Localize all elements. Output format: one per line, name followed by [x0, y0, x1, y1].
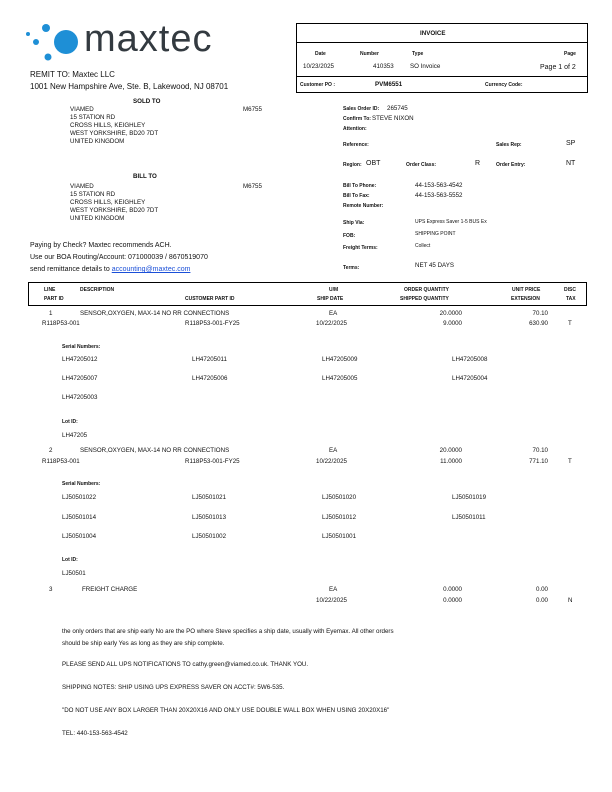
order-note: "DO NOT USE ANY BOX LARGER THAN 20X20X16 AND ONLY USE DOUBLE WALL BOX WHEN USING 20X20X16" — [62, 707, 390, 714]
order-class-label: Order Class: — [406, 162, 437, 168]
serial-number: LH47205006 — [192, 375, 228, 382]
bill-to-address — [70, 183, 158, 223]
order-class: R — [475, 160, 481, 167]
line-order-qty: 20.0000 — [439, 447, 462, 454]
line-description: SENSOR,OXYGEN, MAX-14 NO RR CONNECTIONS — [80, 447, 230, 454]
logo-dots-icon — [22, 20, 82, 64]
invoice-date: 10/23/2025 — [303, 63, 334, 70]
order-note: SHIPPING NOTES: SHIP USING UPS EXPRESS SAVER ON ACCT#: 5W6-535. — [62, 684, 285, 691]
line-order-qty: 20.0000 — [439, 310, 462, 317]
lot-id: LH47205 — [62, 432, 88, 439]
serial-number: LJ50501013 — [192, 514, 227, 521]
page-label: Page — [564, 51, 576, 57]
lot-label: Lot ID: — [62, 419, 78, 425]
terms-label: Terms: — [343, 265, 360, 271]
remittance-email-link[interactable]: accounting@maxtec.com — [111, 266, 191, 273]
serial-label: Serial Numbers: — [62, 481, 101, 487]
region: OBT — [366, 160, 381, 167]
line-um: EA — [329, 310, 338, 317]
line-tax: N — [568, 597, 573, 604]
col-customer-part: CUSTOMER PART ID — [185, 296, 235, 302]
remote-label: Remote Number: — [343, 203, 384, 209]
date-label: Date — [315, 51, 326, 57]
order-note: the only orders that are ship early No are the PO where Steve specifies a ship date, usually with Eyemax. All other orders — [62, 628, 394, 635]
bill-phone: 44-153-563-4542 — [415, 182, 463, 189]
line-description: SENSOR,OXYGEN, MAX-14 NO RR CONNECTIONS — [80, 310, 230, 317]
col-um: U/M — [329, 287, 339, 293]
serial-number: LH47205008 — [452, 356, 488, 363]
reference-label: Reference: — [343, 142, 369, 148]
serial-number: LJ50501004 — [62, 533, 97, 540]
serial-number: LJ50501020 — [322, 494, 357, 501]
line-extension: 0.00 — [535, 597, 548, 604]
bill-to-line: CROSS HILLS, KEIGHLEY — [70, 199, 146, 206]
sold-to-address — [70, 106, 158, 146]
line-unit-price: 70.10 — [532, 447, 548, 454]
sales-order: 265745 — [387, 105, 408, 112]
line-extension: 771.10 — [529, 458, 548, 465]
sales-rep-label: Sales Rep: — [496, 142, 522, 148]
lot-id: LJ50501 — [62, 570, 86, 577]
logo-dot-large — [54, 30, 78, 54]
bill-phone-label: Bill To Phone: — [343, 183, 377, 189]
company-logo — [22, 20, 257, 64]
line-shipped-qty: 11.0000 — [440, 458, 462, 465]
serial-number: LH47205009 — [322, 356, 358, 363]
col-disc: DISC — [564, 287, 576, 293]
line-shipped-qty: 9.0000 — [443, 320, 462, 327]
divider — [296, 76, 587, 77]
line-um: EA — [329, 586, 338, 593]
line-um: EA — [329, 447, 338, 454]
line-number: 1 — [49, 310, 53, 317]
sales-rep: SP — [566, 140, 576, 147]
sold-to-line: CROSS HILLS, KEIGHLEY — [70, 122, 146, 129]
line-description: FREIGHT CHARGE — [82, 586, 138, 593]
serial-number: LH47205003 — [62, 394, 98, 401]
col-tax: TAX — [566, 296, 576, 302]
col-extension: EXTENSION — [511, 296, 540, 302]
order-entry-label: Order Entry: — [496, 162, 526, 168]
order-note: TEL: 440-153-563-4542 — [62, 730, 128, 737]
sold-to-code: M6755 — [243, 106, 262, 113]
line-number: 2 — [49, 447, 53, 454]
payment-line — [30, 266, 190, 273]
line-ship-date: 10/22/2025 — [316, 597, 347, 604]
ship-via: UPS Express Saver 1-5 BUS Ex — [415, 219, 487, 225]
sold-to-line: VIAMED — [70, 106, 94, 113]
bill-fax: 44-153-563-5552 — [415, 192, 463, 199]
line-customer-part: R118P53-001-FY25 — [185, 320, 240, 327]
invoice-type: SO Invoice — [410, 63, 441, 70]
confirm-to-label: Confirm To: — [343, 116, 371, 122]
line-items-header — [28, 282, 587, 306]
serial-label: Serial Numbers: — [62, 344, 101, 350]
serial-number: LH47205005 — [322, 375, 358, 382]
serial-number: LJ50501014 — [62, 514, 97, 521]
sold-to-line: 15 STATION RD — [70, 114, 116, 121]
order-entry: NT — [566, 160, 576, 167]
bill-to-line: WEST YORKSHIRE, BD20 7DT — [70, 207, 159, 214]
serial-number: LJ50501011 — [452, 514, 486, 521]
line-part: R118P53-001 — [42, 458, 80, 465]
invoice-number: 410353 — [373, 63, 394, 70]
line-ship-date: 10/22/2025 — [316, 320, 347, 327]
serial-number: LJ50501002 — [192, 533, 227, 540]
divider — [296, 42, 587, 43]
serial-number: LH47205004 — [452, 375, 488, 382]
line-number: 3 — [49, 586, 53, 593]
col-part: PART ID — [44, 296, 64, 302]
logo-dot-tiny — [45, 54, 52, 61]
serial-number: LJ50501012 — [322, 514, 357, 521]
number-label: Number — [360, 51, 379, 57]
payment-line: Use our BOA Routing/Account: 071000039 / 8670519070 — [30, 254, 208, 261]
logo-dot-small — [33, 39, 39, 45]
sales-order-label: Sales Order ID: — [343, 106, 380, 112]
line-extension: 630.90 — [529, 320, 548, 327]
serial-number: LJ50501021 — [192, 494, 227, 501]
terms: NET 45 DAYS — [415, 262, 454, 269]
line-part: R118P53-001 — [42, 320, 80, 327]
serial-number: LJ50501019 — [452, 494, 487, 501]
order-note: should be ship early Yes as long as they are ship complete. — [62, 640, 225, 647]
line-tax: T — [568, 320, 572, 327]
order-note: PLEASE SEND ALL UPS NOTIFICATIONS TO cathy.green@viamed.co.uk. THANK YOU. — [62, 661, 309, 668]
line-unit-price: 70.10 — [532, 310, 548, 317]
col-shipped-qty: SHIPPED QUANTITY — [400, 296, 449, 302]
col-order-qty: ORDER QUANTITY — [404, 287, 449, 293]
fob-label: FOB: — [343, 233, 356, 239]
serial-number: LH47205012 — [62, 356, 98, 363]
type-label: Type — [412, 51, 424, 57]
freight: Collect — [415, 243, 431, 249]
line-order-qty: 0.0000 — [443, 586, 462, 593]
bill-to-line: VIAMED — [70, 183, 94, 190]
bill-to-code: M6755 — [243, 183, 262, 190]
remit-address-line: 1001 New Hampshire Ave, Ste. B, Lakewood, NJ 08701 — [30, 82, 229, 91]
bill-fax-label: Bill To Fax: — [343, 193, 370, 199]
col-ship-date: SHIP DATE — [317, 296, 344, 302]
col-description: DESCRIPTION — [80, 287, 115, 293]
line-tax: T — [568, 458, 572, 465]
ship-via-label: Ship Via: — [343, 220, 365, 226]
logo-dot-medium — [42, 24, 50, 32]
remit-to-line: REMIT TO: Maxtec LLC — [30, 70, 115, 79]
currency-label: Currency Code: — [485, 82, 523, 88]
line-unit-price: 0.00 — [535, 586, 548, 593]
bill-to-line: 15 STATION RD — [70, 191, 116, 198]
col-unit-price: UNIT PRICE — [512, 287, 541, 293]
fob: SHIPPING POINT — [415, 231, 456, 237]
bill-to-title: BILL TO — [133, 173, 157, 180]
col-line: LINE — [44, 287, 56, 293]
bill-to-line: UNITED KINGDOM — [70, 215, 125, 222]
logo-dot-mini — [26, 32, 30, 36]
serial-number: LH47205007 — [62, 375, 98, 382]
logo-text: maxtec — [84, 18, 213, 60]
sold-to-title: SOLD TO — [133, 98, 161, 105]
invoice-page: Page 1 of 2 — [540, 64, 576, 71]
sold-to-line: WEST YORKSHIRE, BD20 7DT — [70, 130, 159, 137]
line-shipped-qty: 0.0000 — [443, 597, 462, 604]
attention-label: Attention: — [343, 126, 367, 132]
customer-po-label: Customer PO : — [300, 82, 336, 88]
freight-label: Freight Terms: — [343, 245, 378, 251]
region-label: Region: — [343, 162, 362, 168]
line-customer-part: R118P53-001-FY25 — [185, 458, 240, 465]
line-ship-date: 10/22/2025 — [316, 458, 347, 465]
serial-number: LJ50501022 — [62, 494, 97, 501]
serial-number: LH47205011 — [192, 356, 227, 363]
lot-label: Lot ID: — [62, 557, 78, 563]
serial-number: LJ50501001 — [322, 533, 357, 540]
payment-prefix: send remittance details to — [30, 266, 112, 273]
customer-po: PVM6551 — [375, 81, 403, 88]
payment-line: Paying by Check? Maxtec recommends ACH. — [30, 242, 172, 249]
confirm-to: STEVE NIXON — [372, 115, 414, 122]
sold-to-line: UNITED KINGDOM — [70, 138, 125, 145]
invoice-title: INVOICE — [420, 30, 446, 37]
